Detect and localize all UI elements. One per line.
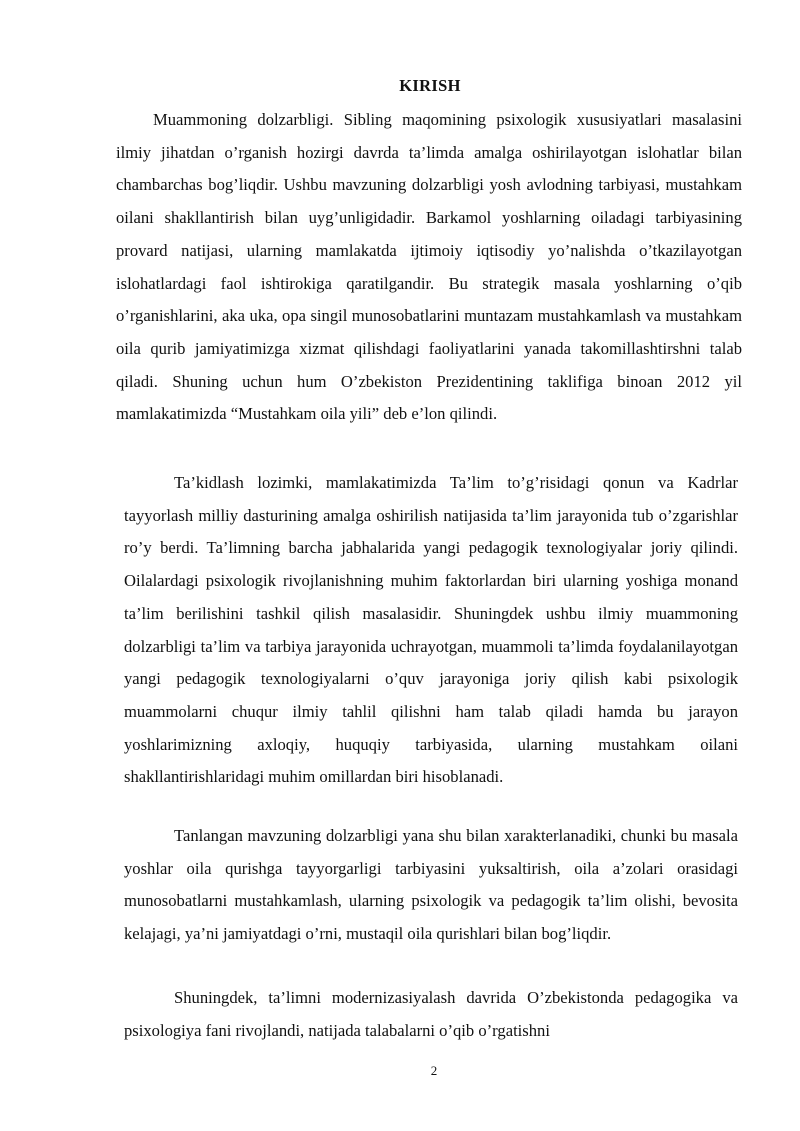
paragraph-4: Shuningdek, ta’limni modernizasiyalash davrida O’zbekistonda pedagogika va psixologiya fani rivojlandi, natijada talabalarni o’qib o’rgatishni [124,988,738,1040]
paragraph-2: Ta’kidlash lozimki, mamlakatimizda Ta’lim to’g’risidagi qonun va Kadrlar tayyorlash milliy dasturining amalga oshirilish natijasida ta’lim jarayonida tub o’zgarishlar ro’y berdi. Ta’limning barcha jabhalarida yangi pedagogik texnologiyalar joriy qilindi. Oilalardagi psixologik rivojlanishning muhim faktorlardan biri ularning yoshiga monand ta’lim berilishini tashkil qilish masalasidir. Shuningdek ushbu ilmiy muammoning dolzarbligi ta’lim va tarbiya jarayonida uchrayotgan, muammoli ta’limda foydalanilayotgan yangi pedagogik texnologiyalarni o’quv jarayoniga joriy qilish kabi psixologik muammolarni chuqur ilmiy tahlil qilishni ham talab qiladi hamda bu jarayon yoshlarimizning axloqiy, huquqiy tarbiyasida, ularning mustahkam oilani shakllantirishlaridagi muhim omillardan biri hisoblanadi. [124,473,738,787]
page-number: 2 [430,1063,438,1078]
section-title: KIRISH [399,76,461,95]
paragraph-3: Tanlangan mavzuning dolzarbligi yana shu bilan xarakterlanadiki, chunki bu masala yoshlar oila qurishga tayyorgarligi tarbiyasini yuksaltirish, oila a’zolari orasidagi munosobatlarni mustahkamlash, ularning psixologik va pedagogik ta’lim olishi, bevosita kelajagi, ya’ni jamiyatdagi o’rni, mustaqil oila qurishlari bilan bog’liqdir. [124,826,738,944]
paragraph-1: Muammoning dolzarbligi. Sibling maqomining psixologik xususiyatlari masalasini ilmiy jihatdan o’rganish hozirgi davrda ta’limda amalga oshirilayotgan islohatlar bilan chambarchas bog’liqdir. Ushbu mavzuning dolzarbligi yosh avlodning tarbiyasi, mustahkam oilani shakllantirish bilan uyg’unligidadir. Barkamol yoshlarning oiladagi tarbiyasining provard natijasi, ularning mamlakatda ijtimoiy iqtisodiy yo’nalishda o’tkazilayotgan islohatlardagi faol ishtirokiga qaratilgandir. Bu strategik masala yoshlarning o’qib o’rganishlarini, aka uka, opa singil munosobatlarini muntazam mustahkamlash va mustahkam oila qurib jamiyatimizga xizmat qilishdagi faoliyatlarini yanada takomillashtirshni talab qiladi. Shuning uchun hum O’zbekiston Prezidentining taklifiga binoan 2012 yil mamlakatimizda “Mustahkam oila yili” deb e’lon qilindi. [116,110,742,424]
